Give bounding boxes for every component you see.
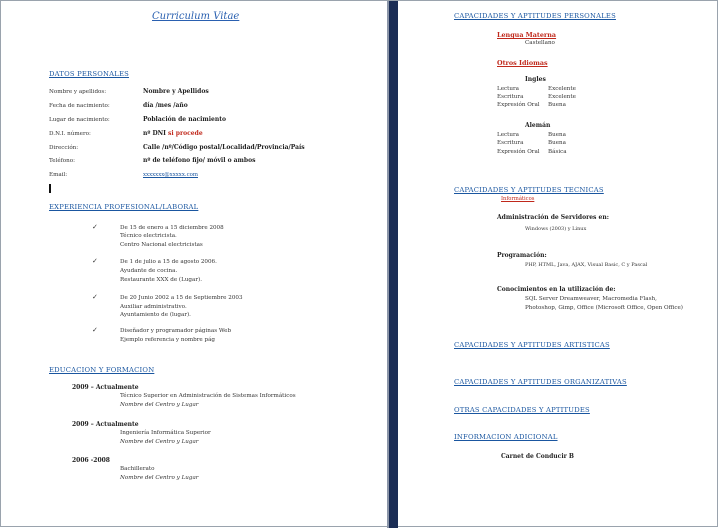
lang-ingles-v3: Buena (548, 102, 566, 108)
edu-3-center: Nombre del Centro y Lugar (120, 475, 199, 481)
section-capacidades-organizativas: CAPACIDADES Y APTITUDES ORGANIZATIVAS (454, 378, 627, 386)
programacion-label: Programación: (497, 252, 547, 259)
lang-aleman-v3: Básica (548, 149, 567, 155)
lang-aleman-v2: Buena (548, 140, 566, 146)
value-fecha: día /mes /año (143, 102, 188, 109)
checkmark-icon: ✓ (92, 257, 98, 265)
checkmark-icon: ✓ (92, 223, 98, 231)
section-capacidades-tecnicas: CAPACIDADES Y APTITUDES TECNICAS (454, 186, 604, 194)
section-capacidades-artisticas: CAPACIDADES Y APTITUDES ARTISTICAS (454, 341, 610, 349)
lang-ingles-v1: Excelente (548, 86, 576, 92)
edu-2-center: Nombre del Centro y Lugar (120, 439, 199, 445)
page-right (400, 3, 716, 523)
value-lugar: Población de nacimiento (143, 116, 226, 123)
label-nombre: Nombre y apellidos: (49, 89, 107, 95)
exp-3-place: Ayuntamiento de (lugar). (120, 312, 191, 318)
label-lugar: Lugar de nacimiento: (49, 117, 110, 123)
edu-1-period: 2009 – Actualmente (72, 384, 139, 391)
informaticos-label: Informáticos (501, 196, 535, 202)
lang-ingles-k2: Escritura (497, 94, 524, 100)
exp-3-role: Auxiliar administrativo. (120, 304, 187, 310)
page-divider (389, 1, 398, 528)
section-informacion-adicional: INFORMACION ADICIONAL (454, 433, 558, 441)
lang-ingles-k1: Lectura (497, 86, 520, 92)
exp-4-role: Diseñador y programador páginas Web (120, 328, 232, 334)
edu-3-period: 2006 -2008 (72, 457, 110, 464)
otros-idiomas-label: Otros Idiomas (497, 59, 548, 67)
edu-2-title: Ingeniería Informática Superior (120, 430, 211, 436)
lang-ingles-name: Ingles (525, 76, 546, 83)
value-dni (143, 130, 203, 137)
value-nombre: Nombre y Apellidos (143, 88, 209, 95)
label-direccion: Dirección: (49, 145, 79, 151)
section-experiencia: EXPERIENCIA PROFESIONAL/LABORAL (49, 203, 199, 211)
conocimientos-label: Conocimientos en la utilización de: (497, 286, 616, 293)
edu-1-title: Técnico Superior en Administración de Sistemas Informáticos (120, 393, 296, 399)
email-link[interactable]: xxxxxxx@xxxxx.com (143, 172, 198, 178)
lengua-materna-value: Castellano (525, 40, 555, 46)
edu-1-center: Nombre del Centro y Lugar (120, 402, 199, 408)
exp-2-dates: De 1 de julio a 15 de agosto 2006. (120, 259, 217, 265)
cv-title: Curriculum Vitae (152, 11, 240, 22)
lang-aleman-k3: Expresión Oral (497, 149, 540, 155)
exp-1-place: Centro Nacional electricistas (120, 242, 203, 248)
conocimientos-line1: SQL Server Dreamweaver, Macromedia Flash, (525, 296, 657, 302)
label-fecha: Fecha de nacimiento: (49, 103, 110, 109)
exp-2-role: Ayudante de cocina. (120, 268, 178, 274)
section-otras-capacidades: OTRAS CAPACIDADES Y APTITUDES (454, 406, 590, 414)
text-cursor (49, 184, 51, 193)
value-telefono: nº de teléfono fijo/ móvil o ambos (143, 157, 256, 164)
exp-2-place: Restaurante XXX de (Lugar). (120, 277, 202, 283)
value-direccion: Calle /nº/Código postal/Localidad/Provincia/País (143, 144, 305, 151)
exp-3-dates: De 20 Junio 2002 a 15 de Septiembre 2003 (120, 295, 243, 301)
edu-3-title: Bachillerato (120, 466, 155, 472)
exp-1-role: Técnico electricista. (120, 233, 177, 239)
section-educacion: EDUCACION Y FORMACION (49, 366, 155, 374)
section-datos-personales: DATOS PERSONALES (49, 70, 129, 78)
admin-servidores-label: Administración de Servidores en: (497, 214, 609, 221)
section-capacidades-personales: CAPACIDADES Y APTITUDES PERSONALES (454, 12, 616, 20)
lang-aleman-k1: Lectura (497, 132, 520, 138)
exp-1-dates: De 15 de enero a 15 diciembre 2008 (120, 225, 224, 231)
checkmark-icon: ✓ (92, 293, 98, 301)
label-telefono: Teléfono: (49, 158, 75, 164)
programacion-value: PHP, HTML, Java, AJAX, Visual Basic, C y Pascal (525, 262, 648, 268)
edu-2-period: 2009 – Actualmente (72, 421, 139, 428)
carnet-conducir: Carnet de Conducir B (501, 453, 574, 460)
conocimientos-line2: Photoshop, Gimp, Office (Microsoft Office, Open Office) (525, 305, 683, 311)
lang-aleman-name: Alemán (525, 122, 551, 129)
lengua-materna-label: Lengua Materna (497, 31, 557, 39)
checkmark-icon: ✓ (92, 326, 98, 334)
value-dni-number: nº DNI (143, 130, 166, 137)
label-dni: D.N.I. número: (49, 131, 91, 137)
label-email: Email: (49, 172, 68, 178)
exp-4-ref: Ejemplo referencia y nombre pág (120, 337, 215, 343)
value-dni-note: si procede (168, 130, 203, 137)
lang-aleman-v1: Buena (548, 132, 566, 138)
admin-servidores-value: Windows (2003) y Linux (525, 226, 587, 232)
lang-ingles-v2: Excelente (548, 94, 576, 100)
lang-ingles-k3: Expresión Oral (497, 102, 540, 108)
lang-aleman-k2: Escritura (497, 140, 524, 146)
page-left (4, 3, 387, 523)
